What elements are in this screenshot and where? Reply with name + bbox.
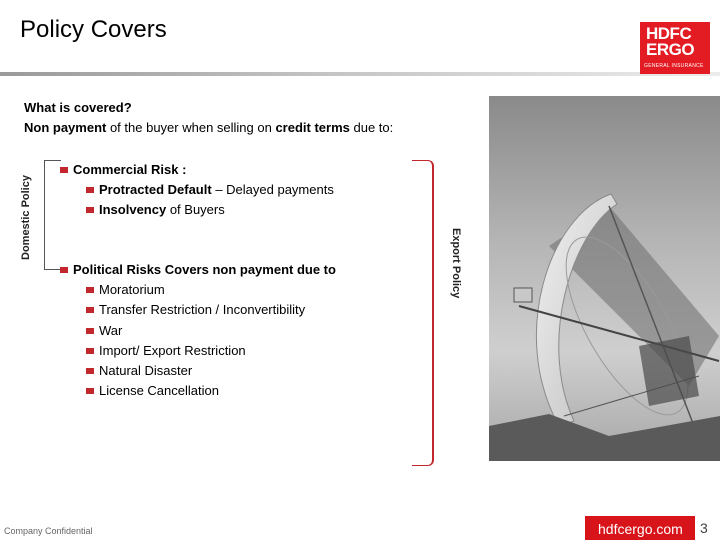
political-item-text: War	[99, 323, 123, 338]
list-item	[86, 182, 334, 198]
intro-mid: of the buyer when selling on	[106, 120, 276, 135]
bullet-icon	[86, 287, 94, 293]
bullet-icon	[86, 207, 94, 213]
political-item-text: License Cancellation	[99, 383, 219, 398]
logo-line-2: ERGO	[646, 40, 695, 59]
export-bracket	[412, 160, 434, 466]
bullet-icon	[86, 187, 94, 193]
page-title: Policy Covers	[20, 16, 167, 43]
bullet-icon	[86, 328, 94, 334]
intro-bold-2: credit terms	[275, 120, 350, 135]
bullet-icon	[86, 388, 94, 394]
list-item	[86, 302, 305, 318]
list-item-political	[60, 262, 336, 278]
bullet-icon	[86, 307, 94, 313]
protracted-default-desc: – Delayed payments	[211, 182, 334, 197]
satellite-dish-illustration	[489, 96, 720, 461]
intro-text	[24, 98, 393, 138]
hdfc-ergo-logo	[640, 22, 710, 74]
logo-line-1: HDFC	[646, 24, 692, 43]
insolvency-desc: of Buyers	[166, 202, 225, 217]
satellite-dish-image	[489, 96, 720, 461]
bullet-icon	[60, 267, 68, 273]
list-item	[86, 363, 192, 379]
intro-statement	[24, 118, 393, 138]
bullet-icon	[86, 368, 94, 374]
list-item	[86, 202, 225, 218]
political-item-text: Natural Disaster	[99, 363, 193, 378]
insolvency: Insolvency	[99, 202, 167, 217]
protracted-default: Protracted Default	[99, 182, 212, 197]
intro-end: due to:	[349, 120, 394, 135]
commercial-heading: Commercial Risk :	[73, 162, 187, 177]
political-item-text: Moratorium	[99, 282, 165, 297]
political-heading: Political Risks Covers non payment due to	[73, 262, 336, 277]
header-divider	[0, 72, 720, 76]
website-link[interactable]: hdfcergo.com	[598, 521, 683, 537]
intro-bold-1: Non payment	[24, 120, 107, 135]
bullet-icon	[60, 167, 68, 173]
domestic-bracket	[44, 160, 61, 270]
political-item-text: Transfer Restriction / Inconvertibility	[99, 302, 306, 317]
list-item	[86, 343, 246, 359]
intro-question: What is covered?	[24, 100, 132, 115]
list-item	[86, 323, 122, 339]
company-confidential: Company Confidential	[4, 526, 93, 536]
bullet-icon	[86, 348, 94, 354]
logo-line-3: GENERAL INSURANCE	[644, 63, 704, 69]
page-number: 3	[700, 520, 708, 536]
list-item	[86, 282, 165, 298]
political-item-text: Import/ Export Restriction	[99, 343, 246, 358]
export-policy-label: Export Policy	[450, 228, 462, 299]
domestic-policy-label: Domestic Policy	[20, 175, 32, 260]
list-item	[86, 383, 219, 399]
list-item-commercial	[60, 162, 186, 178]
